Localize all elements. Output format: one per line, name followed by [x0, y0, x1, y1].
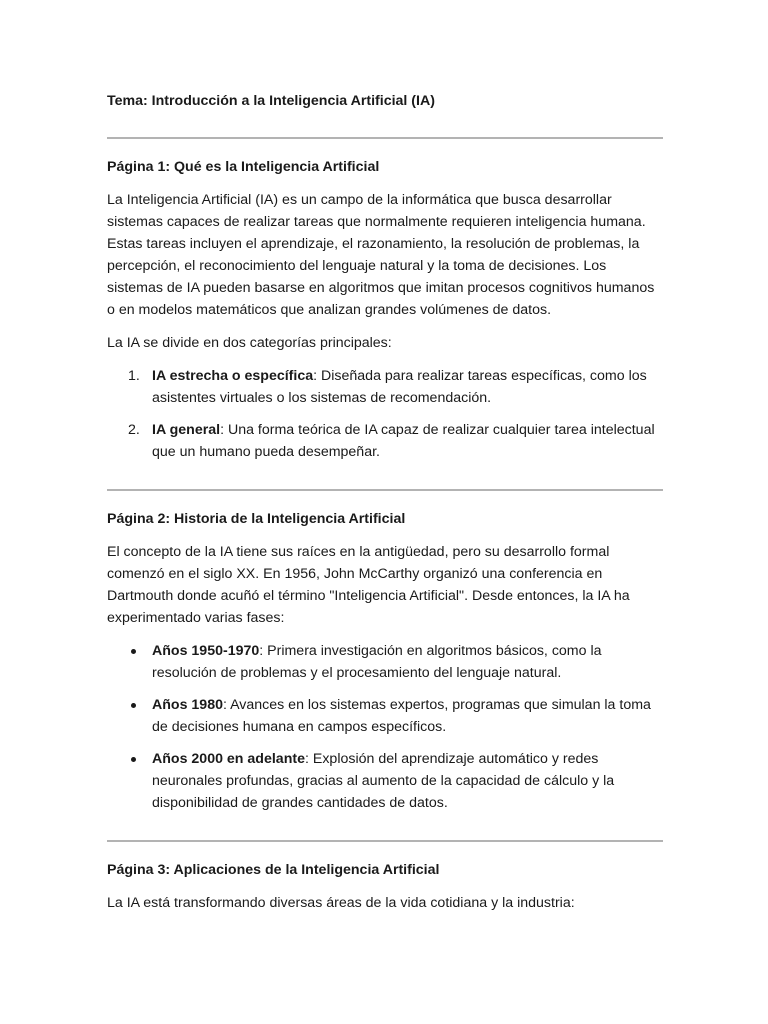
section-divider [107, 137, 663, 139]
list-item [107, 419, 663, 463]
bullet-icon [131, 649, 136, 654]
list-item-text: : Explosión del aprendizaje automático y redes neuronales profundas, gracias al aumento de la capacidad de cálculo y la disponibilidad de grandes cantidades de datos. [152, 751, 615, 811]
section-page-2 [107, 508, 663, 814]
bullet-icon [131, 757, 136, 762]
list-item-text: : Una forma teórica de IA capaz de realizar cualquier tarea intelectual que un humano pueda desempeñar. [152, 422, 655, 460]
section-divider [107, 840, 663, 842]
section-divider [107, 489, 663, 491]
section-heading: Página 3: Aplicaciones de la Inteligencia Artificial [107, 862, 440, 878]
section-page-1 [107, 156, 663, 463]
ordered-list [107, 365, 663, 463]
section-heading: Página 1: Qué es la Inteligencia Artificial [107, 159, 380, 175]
section-paragraph: La IA está transformando diversas áreas de la vida cotidiana y la industria: [107, 895, 575, 911]
section-page-3 [107, 859, 663, 914]
list-item-term: Años 1950-1970 [152, 643, 260, 659]
list-item [107, 694, 663, 738]
section-heading: Página 2: Historia de la Inteligencia Artificial [107, 511, 406, 527]
list-item [107, 748, 663, 814]
list-item-term: Años 1980 [152, 697, 223, 713]
list-item-term: Años 2000 en adelante [152, 751, 305, 767]
bullet-icon [131, 703, 136, 708]
document-topic: Tema: Introducción a la Inteligencia Artificial (IA) [107, 93, 435, 109]
list-item-text: : Primera investigación en algoritmos básicos, como la resolución de problemas y el procesamiento del lenguaje natural. [152, 643, 602, 681]
list-number: 1. [128, 368, 140, 384]
list-item-text: : Diseñada para realizar tareas específicas, como los asistentes virtuales o los sistemas de recomendación. [152, 368, 647, 406]
list-item [107, 640, 663, 684]
list-number: 2. [128, 422, 140, 438]
list-item-text: : Avances en los sistemas expertos, programas que simulan la toma de decisiones humana en campos específicos. [152, 697, 651, 735]
document-content [107, 90, 663, 914]
list-item-term: IA estrecha o específica [152, 368, 314, 384]
section-paragraph: La IA se divide en dos categorías principales: [107, 335, 392, 351]
section-paragraph: La Inteligencia Artificial (IA) es un campo de la informática que busca desarrollar sistemas capaces de realizar tareas que normalmente requieren inteligencia humana. Estas tareas incluyen el aprendizaje, el razonamiento, la resolución de problemas, la percepción, el reconocimiento del lenguaje natural y la toma de decisiones. Los sistemas de IA pueden basarse en algoritmos que imitan procesos cognitivos humanos o en modelos matemáticos que analizan grandes volúmenes de datos. [107, 192, 655, 318]
bullet-list [107, 640, 663, 814]
list-item-term: IA general [152, 422, 221, 438]
list-item [107, 365, 663, 409]
section-paragraph: El concepto de la IA tiene sus raíces en la antigüedad, pero su desarrollo formal comenzó en el siglo XX. En 1956, John McCarthy organizó una conferencia en Dartmouth donde acuñó el término "Inteligencia Artificial". Desde entonces, la IA ha experimentado varias fases: [107, 544, 630, 626]
